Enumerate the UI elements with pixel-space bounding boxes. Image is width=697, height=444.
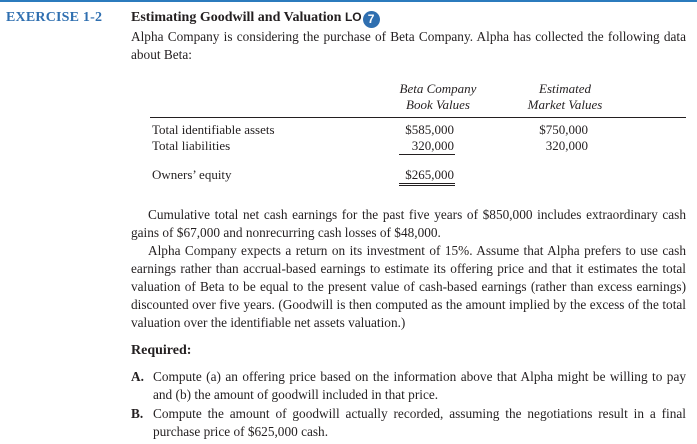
market-values-header — [505, 81, 625, 113]
book-liabilities-value: 320,000 — [411, 138, 454, 153]
market-liabilities-value: 320,000 — [545, 138, 588, 153]
assumptions-paragraph: Alpha Company expects a return on its investment of 15%. Assume that Alpha prefers to use cash earnings rather than accrual-based earnings to estimate its offering price and that it estimates the total valuation of Beta to be equal to the present value of cash-based earnings (rather than excess earnings) discounted over five years. (Goodwill is then computed as the amount implied by the excess of the total valuation over the identifiable net assets valuation.) — [131, 243, 686, 330]
required-item-a-letter: A. — [131, 369, 144, 384]
row-label-assets: Total identifiable assets — [152, 122, 275, 137]
book-assets-value: $585,000 — [405, 122, 454, 137]
exercise-title — [131, 10, 380, 28]
book-values-header — [378, 81, 498, 113]
required-item-b-letter: B. — [131, 406, 144, 421]
required-item-b — [131, 405, 686, 441]
market-values-header-line1: Estimated — [539, 81, 591, 96]
exercise-label: EXERCISE 1-2 — [6, 10, 103, 25]
learning-objective-prefix: LO — [344, 10, 362, 24]
top-rule — [0, 0, 697, 2]
table-header-rule — [150, 117, 686, 118]
book-values-header-line1: Beta Company — [399, 81, 477, 96]
intro-text: Alpha Company is considering the purchase of Beta Company. Alpha has collected the following data about Beta: — [131, 29, 686, 62]
required-item-a-text: Compute (a) an offering price based on the information above that Alpha might be willing to pay and (b) the amount of goodwill included in that price. — [153, 369, 686, 402]
market-values-header-line2: Market Values — [527, 97, 603, 112]
required-item-b-text: Compute the amount of goodwill actually recorded, assuming the negotiations result in a final purchase price of $625,000 cash. — [153, 406, 686, 439]
learning-objective-badge-icon: 7 — [363, 11, 380, 28]
total-double-underline-1 — [399, 183, 455, 184]
exercise-title-text: Estimating Goodwill and Valuation — [131, 10, 342, 25]
earnings-paragraph: Cumulative total net cash earnings for the past five years of $850,000 includes extraordinary cash gains of $67,000 and nonrecurring cash losses of $48,000. — [131, 207, 686, 240]
book-equity-value: $265,000 — [405, 167, 454, 182]
total-double-underline-2 — [399, 185, 455, 186]
book-values-header-line2: Book Values — [406, 97, 470, 112]
row-label-liabilities: Total liabilities — [152, 138, 231, 153]
row-label-equity: Owners’ equity — [152, 167, 232, 182]
market-assets-value: $750,000 — [539, 122, 588, 137]
required-heading: Required: — [131, 343, 192, 358]
required-item-a — [131, 368, 686, 404]
subtotal-underline — [399, 154, 455, 155]
